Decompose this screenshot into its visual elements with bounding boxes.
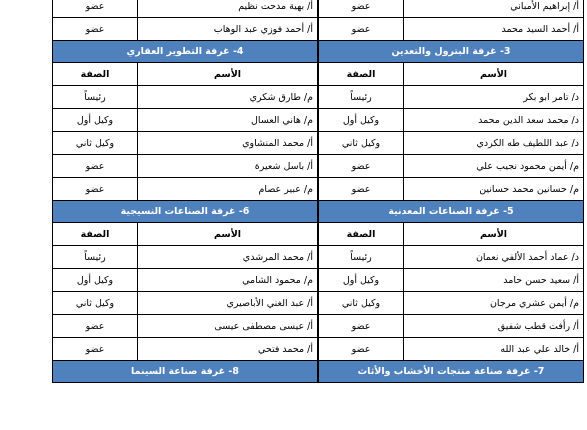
member-name: أ/ محمد فتحي <box>138 338 318 361</box>
member-name: أ/ رأفت قطب شفيق <box>404 315 584 338</box>
member-role: عضو <box>319 155 404 178</box>
member-role: عضو <box>53 315 138 338</box>
section-title: 5- غرفة الصناعات المعدنية <box>319 201 584 223</box>
member-name: م/ أيمن عشري مرجان <box>404 292 584 315</box>
column-header-name: الأسم <box>138 63 318 86</box>
member-name: أ/ بهية مدحت نظيم <box>138 0 318 18</box>
member-name: م/ أيمن محمود نجيب علي <box>404 155 584 178</box>
section-title: 8- غرفة صناعة السينما <box>53 361 318 383</box>
member-name: أ/ خالد علي عبد الله <box>404 338 584 361</box>
member-role: رئيساً <box>319 246 404 269</box>
member-role: رئيساً <box>319 86 404 109</box>
column-header-name: الأسم <box>138 223 318 246</box>
column-header-name: الأسم <box>404 63 584 86</box>
left-committees-table <box>52 0 318 383</box>
member-role: عضو <box>53 155 138 178</box>
member-role: وكيل أول <box>53 109 138 132</box>
section-header <box>319 201 584 223</box>
member-name: أ/ باسل شعيرة <box>138 155 318 178</box>
member-role: عضو <box>319 18 404 41</box>
table-row <box>53 109 318 132</box>
table-row <box>319 0 584 18</box>
section-title: 4- غرفة التطوير العقاري <box>53 41 318 63</box>
left-column <box>52 0 318 383</box>
member-role: وكيل ثاني <box>53 132 138 155</box>
member-name: أ/ سعيد حسن حامد <box>404 269 584 292</box>
column-header-role: الصفة <box>319 63 404 86</box>
right-column <box>318 0 584 383</box>
member-name: د/ عبد اللطيف طه الكردي <box>404 132 584 155</box>
table-row <box>53 246 318 269</box>
table-row <box>319 246 584 269</box>
section-title: 3- غرفة البترول والتعدين <box>319 41 584 63</box>
column-header-row <box>53 223 318 246</box>
table-row <box>319 86 584 109</box>
table-row <box>319 155 584 178</box>
member-name: م/ حسانين محمد حسانين <box>404 178 584 201</box>
table-row <box>53 155 318 178</box>
table-row <box>53 0 318 18</box>
member-role: عضو <box>319 0 404 18</box>
member-name: م/ عبير عصام <box>138 178 318 201</box>
column-header-role: الصفة <box>53 63 138 86</box>
table-row <box>53 18 318 41</box>
column-header-row <box>53 63 318 86</box>
column-header-name: الأسم <box>404 223 584 246</box>
member-role: عضو <box>53 338 138 361</box>
table-row <box>319 269 584 292</box>
member-role: رئيساً <box>53 86 138 109</box>
section-header <box>53 41 318 63</box>
member-name: أ/ إبراهيم الأمباني <box>404 0 584 18</box>
member-name: أ/ عيسى مصطفى عيسى <box>138 315 318 338</box>
table-row <box>319 18 584 41</box>
column-header-role: الصفة <box>53 223 138 246</box>
table-row <box>53 86 318 109</box>
member-name: أ/ عبد الغني الأباصيري <box>138 292 318 315</box>
member-role: عضو <box>53 18 138 41</box>
table-row <box>319 132 584 155</box>
column-header-row <box>319 63 584 86</box>
table-row <box>53 178 318 201</box>
section-header <box>319 41 584 63</box>
table-row <box>53 338 318 361</box>
member-role: رئيساً <box>53 246 138 269</box>
member-name: أ/ أحمد السيد محمد <box>404 18 584 41</box>
member-name: أ/ أحمد فوزي عبد الوهاب <box>138 18 318 41</box>
table-row <box>319 315 584 338</box>
section-title: 7- غرفة صناعة منتجات الأخشاب والأثاث <box>319 361 584 383</box>
member-name: د/ تامر ابو بكر <box>404 86 584 109</box>
table-row <box>53 132 318 155</box>
member-role: وكيل ثاني <box>53 292 138 315</box>
section-header <box>53 361 318 383</box>
member-role: عضو <box>319 338 404 361</box>
section-header <box>53 201 318 223</box>
member-name: م/ طارق شكري <box>138 86 318 109</box>
member-name: م/ هاني العسال <box>138 109 318 132</box>
member-role: عضو <box>319 315 404 338</box>
section-header <box>319 361 584 383</box>
member-name: د/ عماد أحمد الألفي نعمان <box>404 246 584 269</box>
table-row <box>319 338 584 361</box>
member-role: وكيل ثاني <box>319 132 404 155</box>
member-name: د/ محمد سعد الدين محمد <box>404 109 584 132</box>
right-committees-table <box>318 0 584 383</box>
table-row <box>53 269 318 292</box>
member-name: أ/ محمد المنشاوي <box>138 132 318 155</box>
member-role: وكيل أول <box>53 269 138 292</box>
member-role: وكيل ثاني <box>319 292 404 315</box>
table-row <box>319 292 584 315</box>
column-header-role: الصفة <box>319 223 404 246</box>
table-row <box>319 109 584 132</box>
member-role: عضو <box>319 178 404 201</box>
member-name: أ/ محمد المرشدي <box>138 246 318 269</box>
member-role: عضو <box>53 178 138 201</box>
member-name: م/ محمود الشامي <box>138 269 318 292</box>
member-role: وكيل أول <box>319 109 404 132</box>
member-role: وكيل أول <box>319 269 404 292</box>
column-header-row <box>319 223 584 246</box>
table-row <box>319 178 584 201</box>
table-row <box>53 292 318 315</box>
member-role: عضو <box>53 0 138 18</box>
section-title: 6- غرفة الصناعات النسيجية <box>53 201 318 223</box>
table-row <box>53 315 318 338</box>
